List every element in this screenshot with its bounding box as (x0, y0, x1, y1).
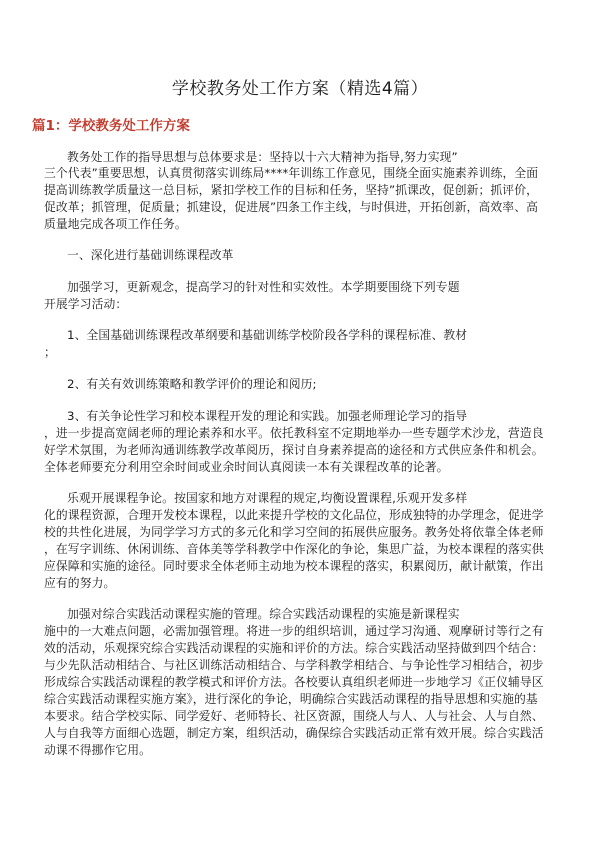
paragraph-line: 应有的努力。 (44, 576, 116, 590)
paragraph-line: 形成综合实践活动课程的教学模式和评价方法。各校要认真组织老师进一步地学习《正仪辅导区 (44, 675, 544, 689)
paragraph-line: 加强对综合实践活动课程实施的管理。综合实践活动课程的实施是新课程实 (67, 607, 460, 621)
paragraph-line: 全体老师要充分利用空余时间或业余时间认真阅读一本有关课程改革的论著。 (44, 460, 449, 474)
paragraph-line: ，在写字训练、休闲训练、音体美等学科教学中作深化的争论，集思广益，为校本课程的落实供 (44, 542, 544, 556)
paragraph-line: ，进一步提高宽阔老师的理论素养和水平。依托教科室不定期地举办一些专题学术沙龙，营造良 (44, 426, 544, 440)
list-item: 2、有关有效训练策略和教学评价的理论和阅历; (67, 377, 317, 391)
paragraph-line: 质量地完成各项工作任务。 (44, 217, 187, 231)
paragraph-line: 开展学习活动： (44, 297, 128, 311)
paragraph-line: 校的共性化进展，为同学学习方式的多元化和学习空间的拓展供应服务。教务处将依靠全体老师 (44, 525, 544, 539)
paragraph-line: 应保障和实施的途径。同时要求全体老师主动地为校本课程的落实，积累阅历，献计献策，作出 (44, 559, 544, 573)
section-heading: 篇1：学校教务处工作方案 (32, 118, 190, 134)
paragraph-line: 综合实践活动课程实施方案》，进行深化的争论，明确综合实践活动课程的指导思想和实施的基 (44, 692, 538, 706)
paragraph-line: 与少先队活动相结合、与社区训练活动相结合、与学科教学相结合、与争论性学习相结合，初步 (44, 658, 544, 672)
paragraph-line: 动课不得挪作它用。 (44, 743, 152, 757)
paragraph-line: 教务处工作的指导思想与总体要求是：坚持以十六大精神为指导,努力实现” (67, 150, 458, 164)
list-item: 3、有关争论性学习和校本课程开发的理论和实践。加强老师理论学习的指导 (67, 409, 468, 423)
paragraph-line: 人与自我等方面细心选题，制定方案，组织活动，确保综合实践活动正常有效开展。综合实践活 (44, 726, 544, 740)
paragraph-line: 乐观开展课程争论。按国家和地方对课程的规定,均衡设置课程,乐观开发多样 (67, 491, 468, 505)
page-title: 学校教务处工作方案（精选4篇） (171, 79, 429, 99)
paragraph-line: 本要求。结合学校实际、同学爱好、老师特长、社区资源，围绕人与人、人与社会、人与自然、 (44, 709, 544, 723)
subheading: 一、深化进行基础训练课程改革 (67, 248, 234, 262)
paragraph-line: 施中的一大难点问题，必需加强管理。将进一步的组织培训，通过学习沟通、观摩研讨等行之有 (44, 624, 544, 638)
paragraph-line: 加强学习，更新观念，提高学习的针对性和实效性。本学期要围绕下列专题 (67, 280, 460, 294)
list-item: ； (44, 345, 56, 359)
list-item: 1、全国基础训练课程改革纲要和基础训练学校阶段各学科的课程标准、教材 (67, 328, 468, 342)
paragraph-line: 提高训练教学质量这一总目标，紧扣学校工作的目标和任务，坚持”抓课改，促创新；抓评价， (44, 183, 538, 197)
paragraph-line: 化的课程资源，合理开发校本课程，以此来提升学校的文化品位，形成独特的办学理念，促进学 (44, 508, 544, 522)
paragraph-line: 促改革；抓管理，促质量；抓建设，促进展”四条工作主线，与时俱进，开拓创新，高效率、高 (44, 200, 538, 214)
paragraph-line: 三个代表”重要思想，认真贯彻落实训练局****年训练工作意见，围绕全面实施素养训练，全面 (44, 166, 539, 180)
paragraph-line: 好学术氛围，为老师沟通训练教学改革阅历，探讨自身素养提高的途径和方式供应条件和机会。 (44, 443, 544, 457)
paragraph-line: 效的活动，乐观探究综合实践活动课程的实施和评价的方法。综合实践活动坚持做到四个结合： (44, 641, 544, 655)
